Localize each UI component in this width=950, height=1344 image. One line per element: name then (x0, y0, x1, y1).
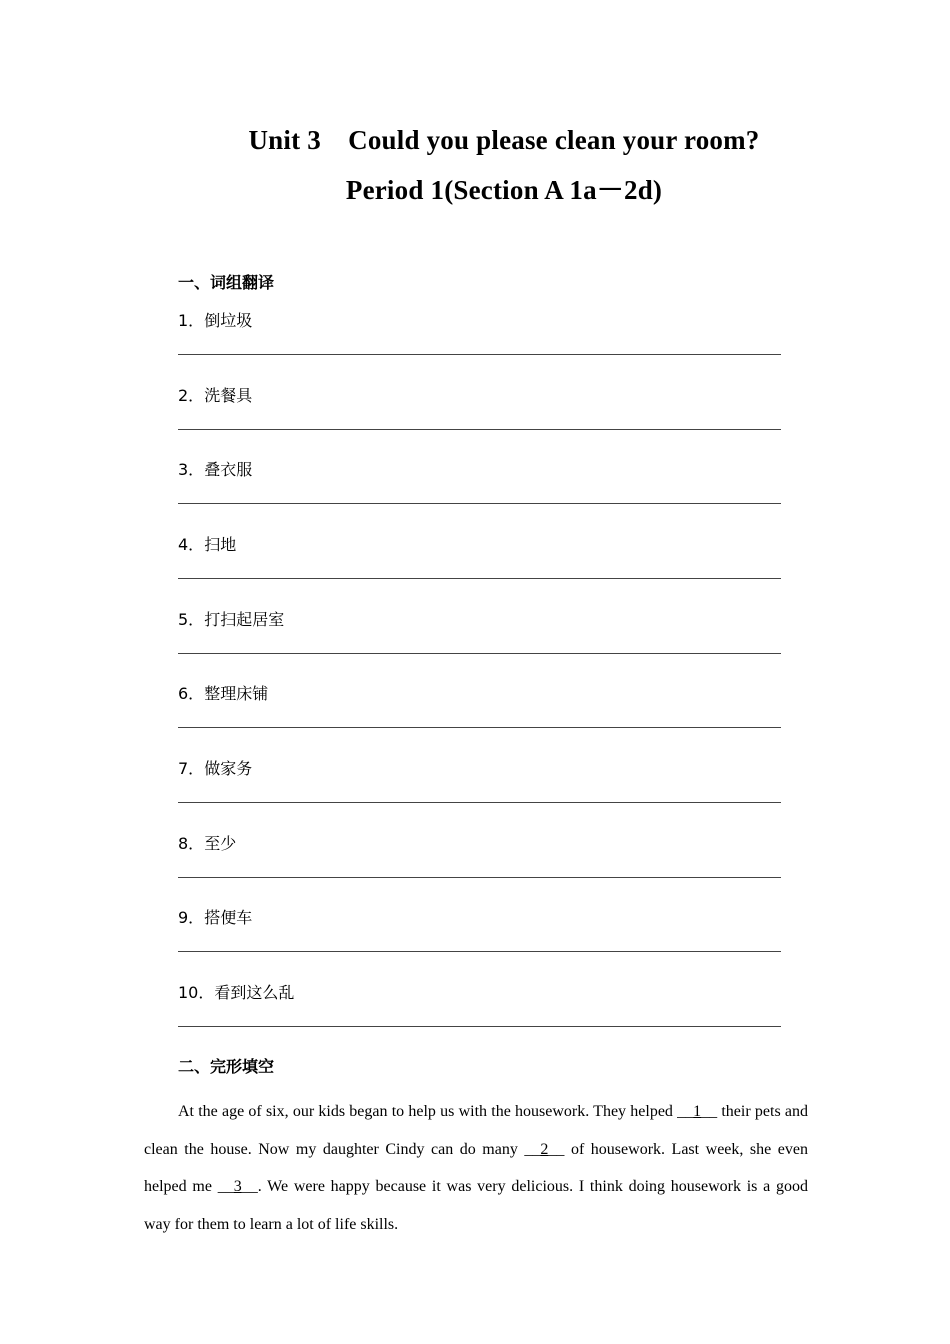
item-text: 整理床铺 (204, 684, 269, 703)
translation-item (178, 385, 781, 425)
answer-line[interactable] (178, 877, 781, 878)
item-number: 10． (178, 983, 215, 1002)
translation-item (178, 683, 781, 723)
section-heading-translation: 一、词组翻译 (178, 273, 275, 292)
answer-line[interactable] (178, 951, 781, 952)
translation-item (178, 907, 781, 947)
document-subtitle: Period 1(Section A 1a－2d) (345, 175, 663, 205)
answer-line[interactable] (178, 802, 781, 803)
item-number: 6． (178, 684, 205, 703)
item-text: 叠衣服 (204, 460, 253, 479)
translation-item (178, 534, 781, 574)
item-text: 洗餐具 (204, 386, 253, 405)
answer-line[interactable] (178, 653, 781, 654)
cloze-blank-1[interactable]: __1__ (677, 1103, 718, 1120)
item-text: 搭便车 (204, 908, 253, 927)
section-heading-cloze: 二、完形填空 (178, 1057, 275, 1076)
item-number: 9． (178, 908, 205, 927)
answer-line[interactable] (178, 578, 781, 579)
item-text: 打扫起居室 (204, 610, 285, 629)
cloze-blank-2[interactable]: __2__ (524, 1140, 565, 1158)
answer-line[interactable] (178, 354, 781, 355)
item-text: 做家务 (204, 759, 253, 778)
item-number: 7． (178, 759, 205, 778)
item-text: 至少 (204, 834, 237, 853)
item-text: 看到这么乱 (214, 983, 295, 1002)
item-number: 1． (178, 311, 205, 330)
answer-line[interactable] (178, 429, 781, 430)
translation-item (178, 833, 781, 873)
cloze-passage: At the age of six, our kids began to help us with the housework. They helped __1__ their pets and clean the house. Now my daughter Cindy can do many __2__ of housework. Last week, she even helped me __3__. We were happy because it was very delicious. I think doing housework is a good way for them to learn a lot of life skills. (144, 1103, 809, 1233)
item-number: 4． (178, 535, 205, 554)
cloze-blank-3[interactable]: __3__ (217, 1178, 258, 1195)
translation-item (178, 459, 781, 499)
item-number: 5． (178, 610, 205, 629)
item-number: 8． (178, 834, 205, 853)
item-text: 扫地 (204, 535, 237, 554)
translation-item (178, 982, 781, 1022)
translation-item (178, 758, 781, 798)
item-text: 倒垃圾 (204, 311, 253, 330)
answer-line[interactable] (178, 727, 781, 728)
item-number: 2． (178, 386, 205, 405)
answer-line[interactable] (178, 1026, 781, 1027)
answer-line[interactable] (178, 503, 781, 504)
translation-item (178, 310, 781, 350)
translation-item (178, 609, 781, 649)
item-number: 3． (178, 460, 205, 479)
document-title: Unit 3 Could you please clean your room? (248, 125, 760, 155)
